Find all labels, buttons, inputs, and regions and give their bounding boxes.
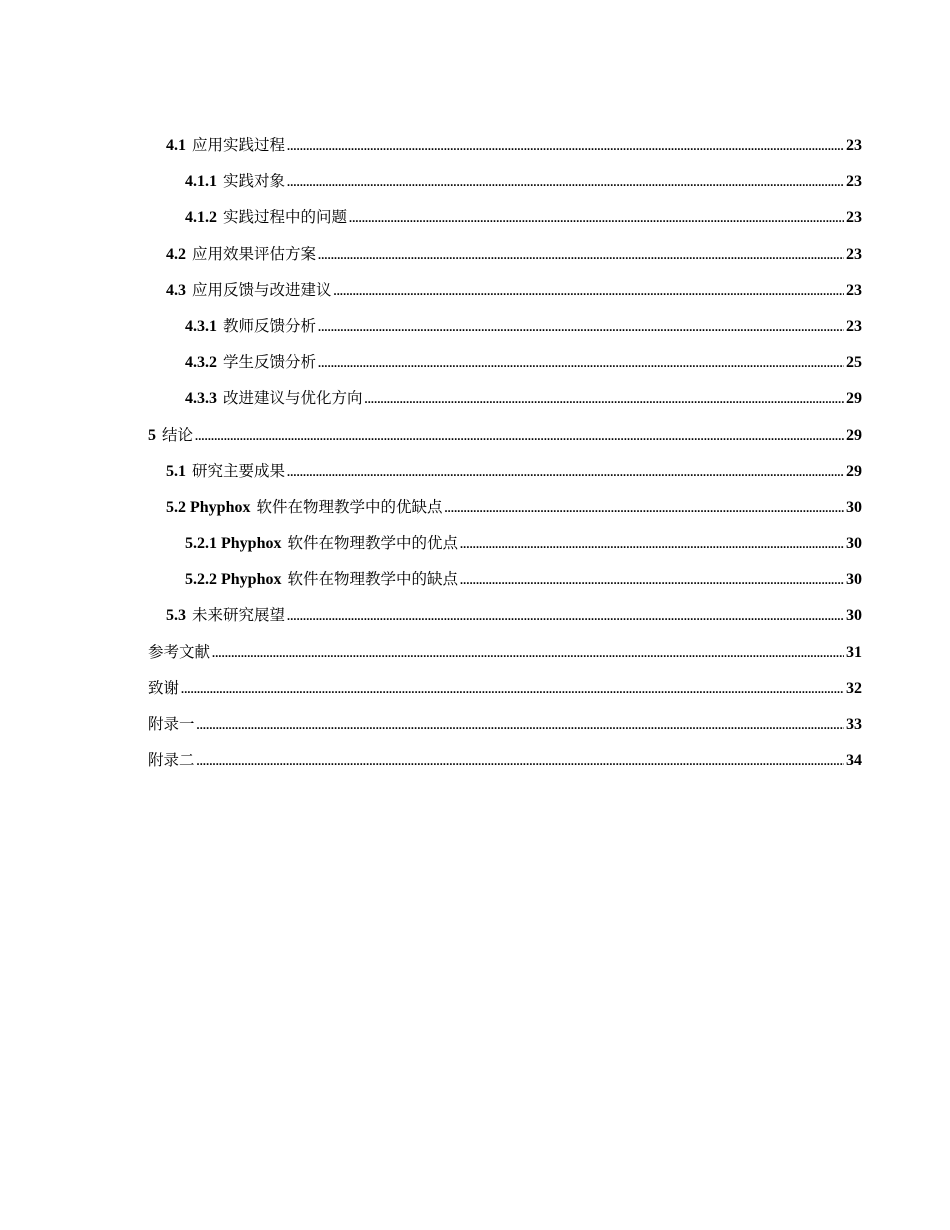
toc-entry-page: 23: [846, 245, 862, 263]
toc-entry-number: 5.2 Phyphox: [166, 498, 251, 516]
toc-entry-page: 23: [846, 137, 862, 154]
toc-entry[interactable]: [148, 135, 862, 171]
toc-entry[interactable]: [148, 714, 862, 750]
toc-entry-title: 参考文献: [148, 642, 211, 661]
toc-entry-title: 实践对象: [223, 172, 286, 191]
toc-entry[interactable]: [148, 280, 862, 316]
toc-entry-number: 4.3.1: [185, 317, 217, 335]
toc-entry-page: 29: [846, 462, 862, 480]
dot-leader: [444, 498, 844, 518]
toc-entry-number: 4.3.3: [185, 390, 217, 408]
dot-leader: [197, 715, 844, 735]
toc-entry-title: 应用实践过程: [192, 136, 286, 154]
dot-leader: [460, 570, 844, 590]
dot-leader: [318, 353, 844, 373]
toc-entry-page: 30: [846, 571, 862, 589]
toc-entry[interactable]: [148, 750, 862, 786]
toc-entry-page: 30: [846, 607, 862, 625]
dot-leader: [318, 317, 844, 337]
toc-entry-title: 应用效果评估方案: [192, 244, 317, 263]
dot-leader: [287, 136, 844, 156]
toc-entry-number: 5.2.1 Phyphox: [185, 535, 282, 553]
toc-entry-title: 研究主要成果: [192, 461, 286, 480]
dot-leader: [365, 389, 844, 409]
toc-entry-number: 5.1: [166, 462, 186, 480]
toc-entry-page: 30: [846, 535, 862, 553]
dot-leader: [212, 643, 844, 663]
toc-entry-title: 应用反馈与改进建议: [192, 280, 332, 299]
toc-entry-title: 改进建议与优化方向: [223, 389, 363, 408]
toc-entry[interactable]: [148, 605, 862, 641]
toc-entry-number: 5.3: [166, 607, 186, 625]
toc-entry-page: 31: [846, 643, 862, 661]
toc-entry-title: 附录一: [148, 715, 195, 733]
toc-entry-title: 教师反馈分析: [223, 316, 317, 335]
toc-entry-page: 30: [846, 498, 862, 516]
toc-entry[interactable]: [148, 171, 862, 207]
toc-entry[interactable]: [148, 207, 862, 243]
dot-leader: [197, 751, 844, 771]
toc-entry-number: 5.2.2 Phyphox: [185, 571, 282, 589]
toc-entry-number: 4.1.1: [185, 173, 217, 191]
toc-entry-number: 4.1: [166, 137, 186, 154]
toc-entry-number: 4.3: [166, 281, 186, 299]
toc-entry[interactable]: [148, 388, 862, 424]
toc-entry-page: 34: [846, 752, 862, 770]
toc-entry[interactable]: [148, 533, 862, 569]
toc-entry-page: 29: [846, 390, 862, 408]
toc-entry-title: 结论: [162, 425, 194, 444]
dot-leader: [349, 208, 844, 228]
dot-leader: [334, 281, 844, 301]
toc-entry-number: 5: [148, 426, 156, 444]
toc-entry-page: 29: [846, 426, 862, 444]
toc-entry-number: 4.1.2: [185, 209, 217, 227]
dot-leader: [181, 679, 844, 699]
table-of-contents: [148, 135, 862, 786]
dot-leader: [287, 462, 844, 482]
toc-entry-page: 23: [846, 281, 862, 299]
toc-entry[interactable]: [148, 425, 862, 461]
dot-leader: [460, 534, 844, 554]
toc-entry-title: 学生反馈分析: [223, 353, 317, 372]
toc-entry-page: 25: [846, 354, 862, 372]
toc-entry-page: 32: [846, 679, 862, 697]
dot-leader: [287, 606, 844, 626]
toc-entry-title: 软件在物理教学中的优点: [287, 534, 458, 553]
toc-entry[interactable]: [148, 352, 862, 388]
dot-leader: [318, 245, 844, 265]
toc-entry[interactable]: [148, 569, 862, 605]
toc-entry[interactable]: [148, 244, 862, 280]
dot-leader: [287, 172, 844, 192]
toc-entry-page: 33: [846, 716, 862, 733]
dot-leader: [195, 426, 844, 446]
toc-entry-number: 4.3.2: [185, 354, 217, 372]
toc-entry-title: 实践过程中的问题: [223, 208, 348, 227]
toc-entry-title: 未来研究展望: [192, 606, 286, 625]
toc-entry[interactable]: [148, 642, 862, 678]
toc-entry-title: 软件在物理教学中的优缺点: [256, 497, 443, 516]
toc-entry[interactable]: [148, 461, 862, 497]
toc-entry[interactable]: [148, 497, 862, 533]
toc-entry-page: 23: [846, 317, 862, 335]
toc-entry-title: 软件在物理教学中的缺点: [287, 570, 458, 589]
toc-entry[interactable]: [148, 316, 862, 352]
toc-entry-page: 23: [846, 173, 862, 191]
toc-entry[interactable]: [148, 678, 862, 714]
toc-entry-title: 致谢: [148, 678, 180, 697]
toc-entry-number: 4.2: [166, 245, 186, 263]
toc-entry-page: 23: [846, 209, 862, 227]
toc-entry-title: 附录二: [148, 751, 195, 770]
